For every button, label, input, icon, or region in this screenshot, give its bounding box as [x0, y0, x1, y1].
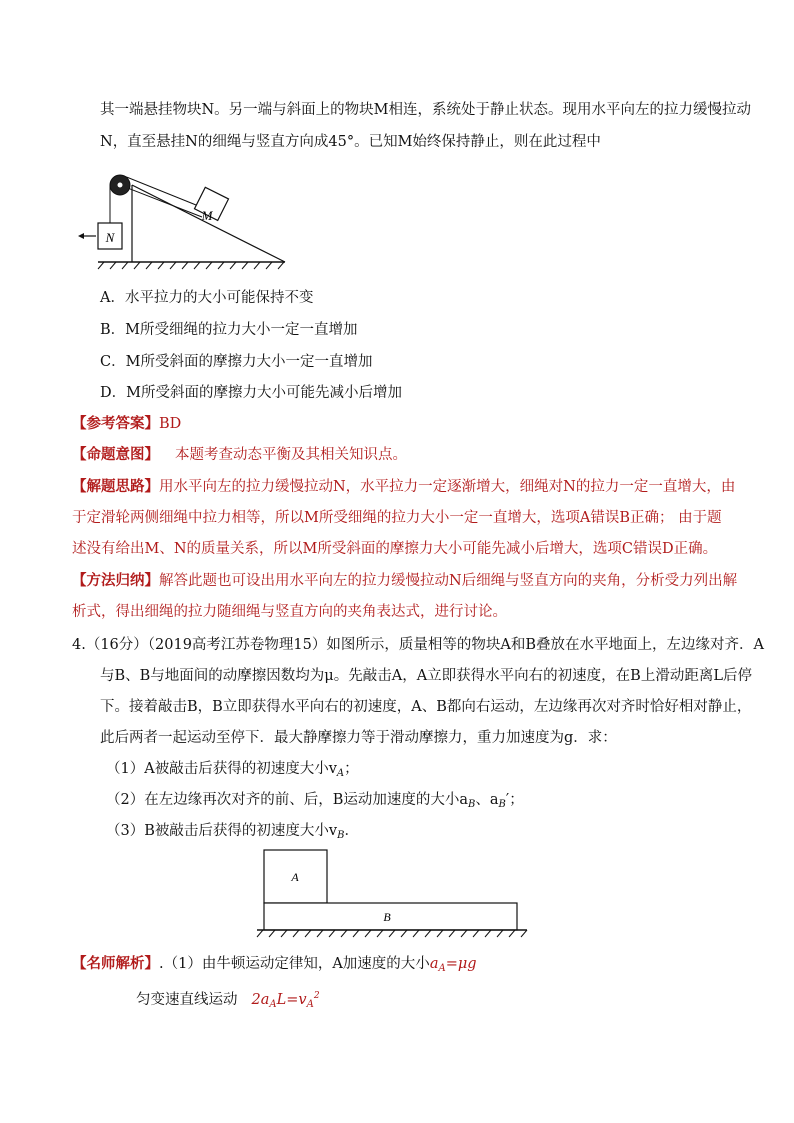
idea-row-1: [72, 477, 735, 497]
analysis-eq1-subscript: A: [438, 963, 446, 974]
answer-row: [72, 414, 181, 434]
option-d: D．M所受斜面的摩擦力大小可能先减小后增加: [100, 385, 402, 401]
q4-sub2-subscript2: B: [498, 799, 506, 810]
analysis-eq1-a: a: [429, 956, 439, 972]
analysis-tag: 【名师解析】: [72, 955, 159, 972]
q4-sub2-mid: 、a: [475, 792, 499, 808]
q3-intro-line2: N，直至悬挂N的细绳与竖直方向成45°。已知M始终保持静止，则在此过程中: [100, 134, 601, 150]
idea-line3: 述没有给出M、N的质量关系，所以M所受斜面的摩擦力大小可能先减小后增大，选项C错误D正确。: [72, 541, 718, 557]
q4-line4: 此后两者一起运动至停下．最大静摩擦力等于滑动摩擦力，重力加速度为g．求：: [100, 730, 617, 746]
option-a: A．水平拉力的大小可能保持不变: [100, 290, 314, 306]
method-line1: 解答此题也可设出用水平向左的拉力缓慢拉动N后细绳与竖直方向的夹角，分析受力列出解: [159, 573, 738, 589]
q4-line2: 与B、B与地面间的动摩擦因数均为μ。先敲击A，A立即获得水平向右的初速度，在B上滑动距离L后停: [100, 668, 752, 684]
analysis-eq2-subscript: A: [269, 999, 277, 1010]
idea-line2: 于定滑轮两侧细绳中拉力相等，所以M所受细绳的拉力大小一定一直增大，选项A错误B正确； 由于题: [72, 510, 722, 526]
analysis-eq1: [430, 956, 477, 972]
q4-sub2-subscript: B: [468, 799, 476, 810]
q4-sub1-text: （1）A被敲击后获得的初速度大小v: [106, 761, 337, 777]
analysis-line2: 匀变速直线运动: [136, 992, 238, 1008]
analysis-line1: .（1）由牛顿运动定律知，A加速度的大小: [159, 956, 430, 972]
option-b: B．M所受细绳的拉力大小一定一直增加: [100, 322, 358, 338]
block-a-label: A: [291, 870, 299, 884]
q4-line3: 下。接着敲击B，B立即获得水平向右的初速度，A、B都向右运动，左边缘再次对齐时恰好相对静止，: [100, 699, 752, 715]
method-row-1: [72, 571, 737, 591]
analysis-row-2: [136, 986, 320, 1015]
intent-tag: 【命题意图】: [72, 446, 159, 463]
analysis-eq2-subscript2: A: [306, 999, 314, 1010]
block-b-label: B: [383, 910, 391, 924]
analysis-eq1-rest: =μg: [445, 956, 477, 972]
q4-sub3-end: ．: [344, 823, 359, 839]
option-c: C．M所受斜面的摩擦力大小一定一直增加: [100, 354, 373, 370]
intent-row: [72, 445, 407, 465]
q4-sub1-end: ；: [344, 761, 359, 777]
analysis-eq2-a: 2a: [251, 992, 270, 1008]
block-m-label: M: [201, 208, 213, 223]
idea-tag: 【解题思路】: [72, 478, 159, 495]
incline-pulley-figure: [70, 165, 300, 275]
q4-sub3: [106, 821, 359, 846]
answer-tag: 【参考答案】: [72, 415, 159, 432]
method-line2: 析式，得出细绳的拉力随细绳与竖直方向的夹角表达式，进行讨论。: [72, 604, 507, 620]
q4-sub2-text: （2）在左边缘再次对齐的前、后，B运动加速度的大小a: [106, 792, 469, 808]
answer-value: BD: [159, 416, 182, 432]
q4-sub1: [106, 759, 359, 784]
method-tag: 【方法归纳】: [72, 572, 159, 589]
q4-sub1-subscript: A: [336, 768, 345, 779]
idea-line1: 用水平向左的拉力缓慢拉动N，水平拉力一定逐渐增大，细绳对N的拉力一定一直增大，由: [159, 479, 736, 495]
q4-sub2: [106, 790, 524, 815]
stacked-blocks-figure: [255, 846, 535, 942]
analysis-row-1: [72, 954, 477, 979]
q3-intro-line1: 其一端悬挂物块N。另一端与斜面上的物块M相连，系统处于静止状态。现用水平向左的拉力缓慢拉动: [100, 102, 752, 118]
analysis-eq2-mid: L=v: [276, 992, 307, 1008]
analysis-eq2-superscript: 2: [313, 991, 320, 1001]
q4-sub3-subscript: B: [337, 830, 345, 841]
q4-sub3-text: （3）B被敲击后获得的初速度大小v: [106, 823, 338, 839]
block-n-label: N: [105, 230, 115, 245]
q4-line1: 4.（16分）（2019高考江苏卷物理15）如图所示，质量相等的物块A和B叠放在水平地面上，左边缘对齐．A: [72, 637, 764, 653]
q4-sub2-end: ′；: [505, 792, 524, 808]
analysis-eq2: [252, 992, 320, 1008]
intent-text: 本题考查动态平衡及其相关知识点。: [175, 447, 407, 463]
